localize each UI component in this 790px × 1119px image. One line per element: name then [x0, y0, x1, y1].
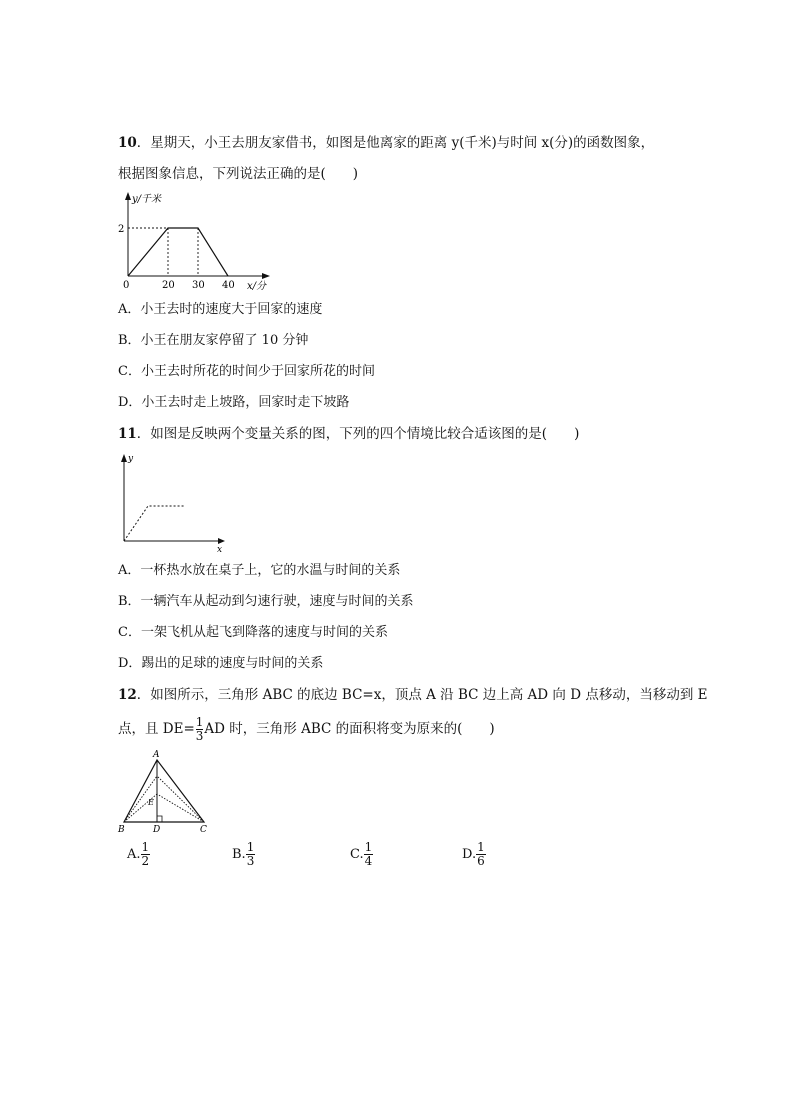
q12-option-b-fraction: [246, 841, 256, 868]
q12-inline-frac-den: 3: [195, 729, 204, 743]
q12-dotted-ce: [157, 794, 204, 822]
q12-option-b: [232, 841, 255, 868]
q10-x-arrow: [262, 273, 270, 279]
q10-y-arrow: [125, 192, 131, 200]
q11-text: ．如图是反映两个变量关系的图，下列的四个情境比较合适该图的是( ): [136, 426, 580, 442]
q11-y-label: y: [128, 454, 134, 464]
q12-option-d-den: 6: [477, 854, 485, 868]
q12-option-a-num: 1: [141, 840, 150, 854]
q11-line: [118, 424, 579, 444]
q12-option-d: [462, 841, 486, 868]
q12-line2: [118, 716, 495, 743]
q12-option-c-den: 4: [364, 854, 373, 868]
q12-option-a-fraction: [141, 841, 151, 868]
q10-graph: [110, 188, 280, 293]
q12-triangle-figure: [112, 748, 217, 836]
q10-line1: [118, 133, 654, 153]
q12-label-b: B: [118, 825, 125, 835]
q12-text-line1: ．如图所示，三角形 ABC 的底边 BC=x，顶点 A 沿 BC 边上高 AD 向 D 点移动，当移动到 E: [136, 687, 708, 703]
q12-text-line2-a: 点，且 DE=: [118, 721, 195, 737]
q10-x-tick-40: 40: [222, 280, 235, 291]
q12-option-d-letter: D.: [462, 847, 477, 862]
q10-option-b: B．小王在朋友家停留了 10 分钟: [118, 333, 309, 348]
q12-label-c: C: [200, 825, 207, 835]
q12-option-b-num: 1: [246, 840, 255, 854]
q10-x-label: x/分: [247, 281, 267, 292]
q12-right-angle: [157, 816, 162, 822]
q11-option-b: B．一辆汽车从起动到匀速行驶，速度与时间的关系: [118, 594, 414, 609]
q12-option-b-letter: B.: [232, 847, 246, 862]
q11-option-d: D．踢出的足球的速度与时间的关系: [118, 656, 324, 671]
q10-text-line2: 根据图象信息，下列说法正确的是( ): [118, 166, 359, 182]
q12-option-c-num: 1: [364, 840, 373, 854]
q12-label-e: E: [148, 798, 154, 807]
q12-number: 12: [118, 687, 137, 703]
q10-y-label: y/千米: [132, 194, 162, 205]
q10-y-tick: 2: [118, 224, 125, 235]
q12-option-d-num: 1: [477, 840, 485, 854]
q11-option-c: C．一架飞机从起飞到降落的速度与时间的关系: [118, 625, 388, 640]
q11-dashed-curve: [124, 506, 184, 541]
q12-label-a: A: [153, 750, 160, 760]
q10-x-tick-30: 30: [192, 280, 205, 291]
q10-x-tick-20: 20: [162, 280, 175, 291]
q12-option-c-fraction: [364, 841, 374, 868]
q10-number: 10: [118, 135, 137, 151]
q10-function-line: [128, 228, 228, 276]
q11-option-a: A．一杯热水放在桌子上，它的水温与时间的关系: [118, 563, 401, 578]
q10-text-line1: ．星期天，小王去朋友家借书，如图是他离家的距离 y(千米)与时间 x(分)的函数图象，: [136, 135, 655, 151]
q11-y-arrow: [121, 454, 127, 462]
q11-x-arrow: [218, 538, 225, 544]
q12-option-c: [350, 841, 373, 868]
q12-label-d: D: [153, 825, 161, 835]
q11-number: 11: [118, 426, 137, 442]
q12-line1: [118, 685, 707, 705]
q10-option-a: A．小王去时的速度大于回家的速度: [118, 302, 323, 317]
q12-option-b-den: 3: [246, 854, 255, 868]
q11-graph: [112, 448, 232, 553]
q12-option-a-letter: A.: [127, 847, 141, 862]
q12-option-c-letter: C.: [350, 847, 364, 862]
q10-option-c: C．小王去时所花的时间少于回家所花的时间: [118, 364, 375, 379]
q10-option-d: D．小王去时走上坡路，回家时走下坡路: [118, 395, 350, 410]
q12-inline-frac-num: 1: [195, 715, 204, 729]
q12-text-line2-b: AD 时，三角形 ABC 的面积将变为原来的( ): [204, 721, 495, 737]
q10-origin: 0: [123, 280, 130, 291]
q12-option-a-den: 2: [141, 854, 150, 868]
q12-option-a: [127, 841, 150, 868]
q12-inline-fraction: [196, 716, 204, 743]
q12-triangle-abc: [124, 760, 204, 822]
q11-x-label: x: [217, 545, 223, 553]
q12-dotted-c-mid: [157, 776, 204, 822]
q12-option-d-fraction: [476, 841, 486, 868]
